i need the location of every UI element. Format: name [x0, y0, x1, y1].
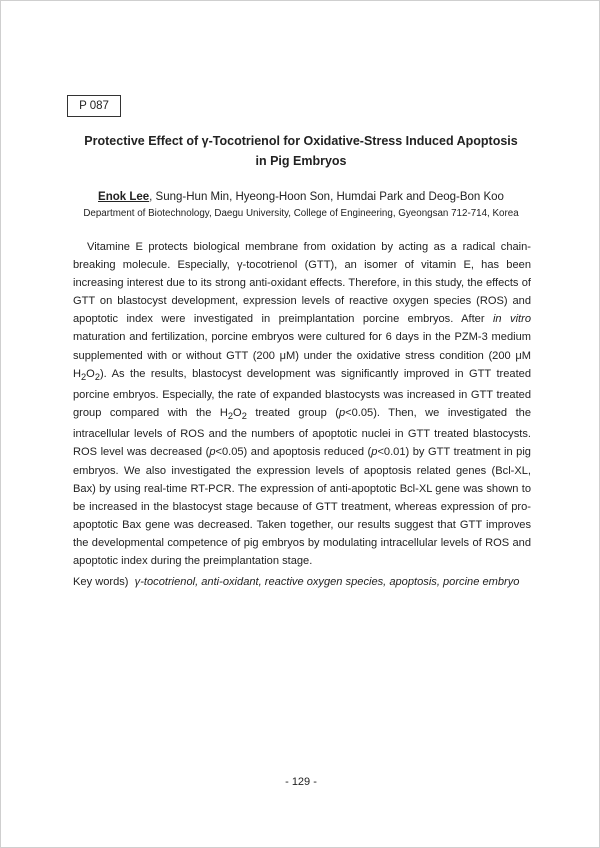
abstract-part-7: treated group ( [246, 407, 339, 420]
page-number: - 129 - [285, 776, 317, 788]
author-list [51, 189, 551, 205]
title-line-1: Protective Effect of γ-Tocotrienol for Oxidative-Stress Induced Apoptosis [84, 134, 518, 148]
abstract-part-3: maturation and fertilization, porcine embryos were cultured for 6 days in the PZM-3 medium supplemented with or without GTT (200 μM) under the oxidative stress condition (200 μM H [73, 331, 531, 380]
keywords [73, 573, 543, 591]
subscript-2: 2 [94, 371, 100, 382]
abstract-part-1: Vitamine E protects biological membrane from oxidation by acting as a radical chain-breaking molecule. Especially, γ-tocotrienol (GTT), an isomer of vitamin E, has been increasing interest due to its strong anti-oxidant effects. Therefore, in this study, the effects of GTT on blastocyst development, expression levels of reactive oxygen species (ROS) and apoptotic index were investigated in preimplantation porcine embryos. After [73, 241, 531, 326]
subscript-2: 2 [227, 411, 234, 422]
abstract-part-9: <0.05) and apoptosis reduced ( [215, 446, 372, 459]
paper-title [61, 131, 541, 171]
abstract-part-10: <0.01) by GTT treatment in pig embryos. We also investigated the expression levels of apoptosis related genes (Bcl-XL, Bax) by using real-time RT-PCR. The expression of anti-apoptotic Bcl-XL gene was shown to be increased in the blastocyst stage because of GTT treatment, whereas expression of pro-apoptotic Bax gene was decreased. Taken together, our results suggest that GTT improves the developmental competence of pig embryos by modulating intracellular levels of ROS and apoptotic index during the preimplantation stage. [73, 446, 531, 568]
p-value-symbol: p [209, 446, 216, 459]
abstract-part-5: ). As the results, blastocyst development was significantly improved in GTT treated porcine embryos. Especially, the rate of expanded blastocysts was increased in GTT treated group compared with the H [73, 367, 531, 420]
subscript-2: 2 [241, 411, 247, 422]
affiliation: Department of Biotechnology, Daegu University, College of Engineering, Gyeongsan 712-714, Korea [83, 208, 519, 219]
in-vitro-term: in vitro [492, 313, 531, 326]
abstract-body [73, 238, 531, 570]
abstract-part-8: <0.05). Then, we investigated the intracellular levels of ROS and the numbers of apoptotic nuclei in GTT treated blastocysts. ROS level was decreased ( [73, 407, 531, 459]
p-value-symbol: p [371, 446, 378, 459]
co-authors: , Sung-Hun Min, Hyeong-Hoon Son, Humdai Park and Deog-Bon Koo [149, 191, 504, 203]
keywords-list: γ-tocotrienol, anti-oxidant, reactive oxygen species, apoptosis, porcine embryo [134, 576, 520, 588]
keywords-label: Key words) [73, 576, 129, 588]
title-line-2: in Pig Embryos [255, 154, 347, 168]
poster-label: P 087 [67, 95, 121, 117]
presenting-author: Enok Lee [98, 191, 150, 203]
p-value-symbol: p [338, 407, 346, 420]
abstract-part-6: O [233, 407, 242, 420]
abstract-part-4: O [86, 367, 95, 380]
subscript-2: 2 [81, 371, 87, 382]
